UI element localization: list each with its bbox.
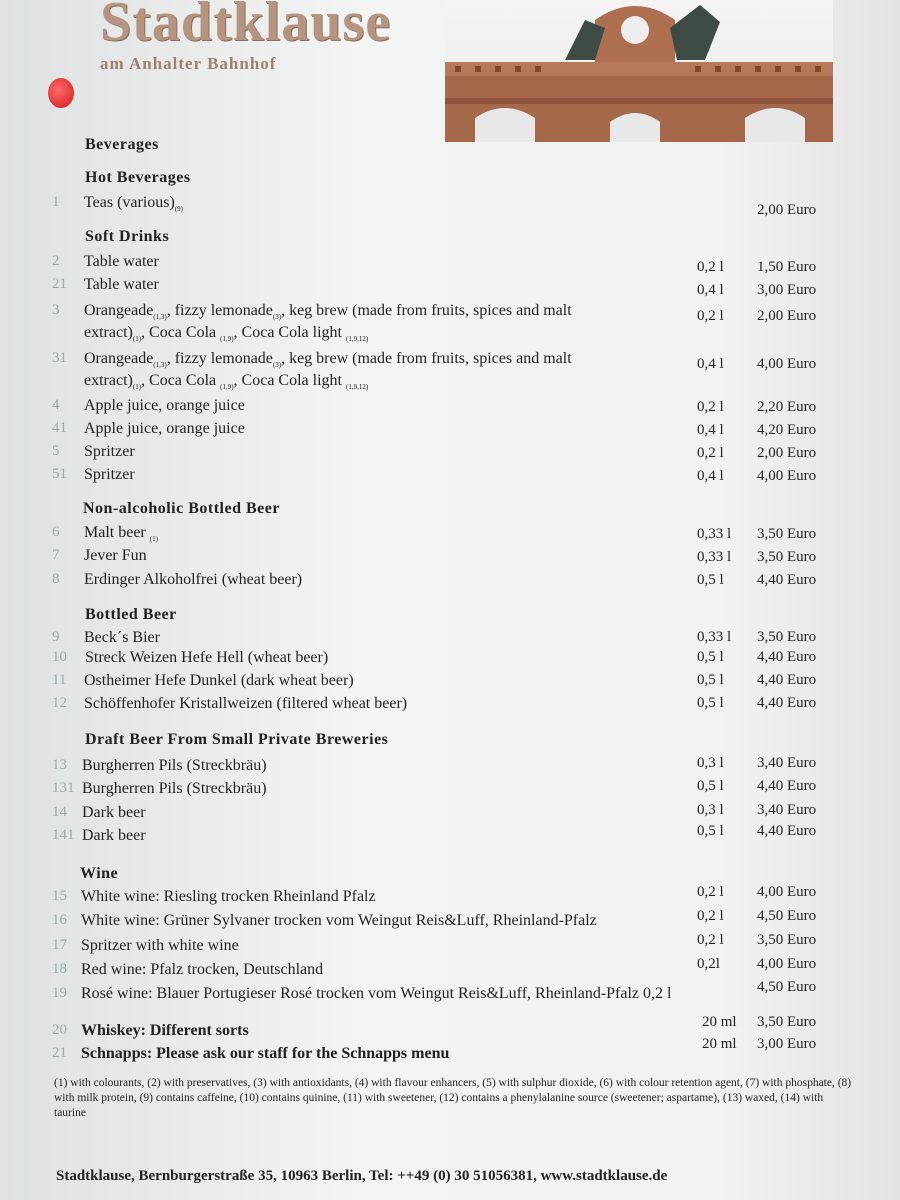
menu-item	[0, 524, 900, 548]
item-price: 4,40 Euro	[757, 672, 817, 688]
item-price: 4,00 Euro	[757, 468, 817, 484]
item-price: 3,50 Euro	[757, 1014, 817, 1030]
anhalter-bahnhof-illustration	[445, 0, 833, 142]
item-name: Table water	[84, 276, 159, 293]
item-name: White wine: Grüner Sylvaner trocken vom Weingut Reis&Luff, Rheinland-Pfalz	[81, 912, 597, 929]
item-number: 131	[52, 780, 75, 796]
item-name: Whiskey: Different sorts	[81, 1022, 249, 1039]
red-sticker	[48, 78, 74, 108]
item-price: 2,00 Euro	[757, 445, 817, 461]
item-price: 3,00 Euro	[757, 1036, 817, 1052]
menu-item	[0, 420, 900, 444]
section-non-alcoholic-beer: Non-alcoholic Bottled Beer	[83, 500, 280, 517]
item-volume: 0,4 l	[697, 422, 724, 438]
item-number: 5	[52, 443, 60, 459]
brand-title: Stadtklause	[100, 0, 392, 53]
item-name: Schnapps: Please ask our staff for the Schnapps menu	[81, 1045, 450, 1062]
item-number: 41	[52, 420, 67, 436]
item-number: 20	[52, 1022, 67, 1038]
brand-subtitle: am Anhalter Bahnhof	[100, 54, 277, 73]
item-number: 17	[52, 937, 67, 953]
item-price: 3,50 Euro	[757, 932, 817, 948]
item-volume: 0,3 l	[697, 802, 724, 818]
menu-item	[0, 397, 900, 421]
item-name: Erdinger Alkoholfrei (wheat beer)	[84, 571, 303, 588]
section-bottled-beer: Bottled Beer	[85, 606, 177, 623]
item-name: Streck Weizen Hefe Hell (wheat beer)	[85, 649, 329, 666]
item-volume: 0,2 l	[697, 308, 724, 324]
item-price: 3,50 Euro	[757, 526, 817, 542]
item-name: Beck´s Bier	[84, 629, 160, 646]
item-price: 4,00 Euro	[757, 356, 817, 372]
item-volume: 0,2 l	[697, 884, 724, 900]
item-number: 1	[52, 194, 60, 210]
item-number: 15	[52, 888, 67, 904]
item-number: 14	[52, 804, 67, 820]
menu-item	[0, 571, 900, 595]
menu-item	[0, 780, 900, 804]
item-volume: 0,2 l	[697, 908, 724, 924]
item-name: Burgherren Pils (Streckbräu)	[82, 757, 267, 774]
item-volume: 0,5 l	[697, 672, 724, 688]
item-volume: 20 ml	[702, 1014, 737, 1030]
item-number: 10	[52, 649, 67, 665]
menu-item	[0, 443, 900, 467]
item-name: Spritzer with white wine	[81, 937, 239, 954]
item-price: 4,40 Euro	[757, 572, 817, 588]
item-name: Rosé wine: Blauer Portugieser Rosé trocken vom Weingut Reis&Luff, Rheinland-Pfalz 0,2 l	[81, 985, 672, 1002]
item-name: Burgherren Pils (Streckbräu)	[82, 780, 267, 797]
item-volume: 0,33 l	[697, 549, 732, 565]
additive-footnotes: (1) with colourants, (2) with preservatives, (3) with antioxidants, (4) with flavour enhancers, (5) with sulphur dioxide, (6) with colour retention agent, (7) with phosphate, (8) with milk protein, (9) contains caffeine, (10) contains quinine, (11) with sweetener, (12) contains a phenylalanine source (sweetener; aspartame), (13) waxed, (14) with taurine	[54, 1077, 852, 1119]
menu-item	[0, 1036, 900, 1069]
item-number: 11	[52, 672, 67, 688]
brand-header	[100, 0, 391, 74]
menu-item	[0, 350, 900, 398]
menu-item	[0, 672, 900, 696]
item-number: 21	[52, 276, 67, 292]
item-number: 19	[52, 985, 67, 1001]
item-name: Red wine: Pfalz trocken, Deutschland	[81, 961, 324, 978]
item-price: 4,50 Euro	[757, 908, 817, 924]
item-volume: 0,4 l	[697, 282, 724, 298]
section-hot-beverages: Hot Beverages	[85, 169, 191, 186]
item-number: 21	[52, 1045, 67, 1061]
menu-item	[0, 302, 900, 350]
item-volume: 0,4 l	[697, 468, 724, 484]
menu-item	[0, 276, 900, 300]
menu-item	[0, 253, 900, 277]
item-name: Dark beer	[82, 827, 146, 844]
item-price: 4,40 Euro	[757, 778, 817, 794]
item-volume: 0,5 l	[697, 649, 724, 665]
item-price: 3,00 Euro	[757, 282, 817, 298]
item-number: 51	[52, 466, 67, 482]
item-price: 4,40 Euro	[757, 695, 817, 711]
item-price: 4,40 Euro	[757, 649, 817, 665]
item-name-line2: $extract)_{(1)}$, Coca Cola $_{(1,9)}$, Coca Cola light $_{(1,9,12)}$	[84, 372, 369, 392]
item-price: 4,00 Euro	[757, 884, 817, 900]
item-volume: 0,33 l	[697, 526, 732, 542]
item-name: White wine: Riesling trocken Rheinland Pfalz	[81, 888, 376, 905]
menu-item	[0, 979, 900, 1009]
menu-item	[0, 194, 900, 218]
item-volume: 0,5 l	[697, 778, 724, 794]
item-number: 13	[52, 757, 67, 773]
item-volume: 0,2 l	[697, 932, 724, 948]
item-name: Schöffenhofer Kristallweizen (filtered wheat beer)	[84, 695, 408, 712]
item-number: 4	[52, 397, 60, 413]
item-name-line2: $extract)_{(1)}$, Coca Cola $_{(1,9)}$, Coca Cola light $_{(1,9,12)}$	[84, 324, 369, 344]
item-price: 1,50 Euro	[757, 259, 817, 275]
item-volume: 0,4 l	[697, 356, 724, 372]
item-name: Dark beer	[82, 804, 146, 821]
item-price: 2,00 Euro	[757, 308, 817, 324]
item-volume: 0,33 l	[697, 629, 732, 645]
contact-footer: Stadtklause, Bernburgerstraße 35, 10963 Berlin, Tel: ++49 (0) 30 51056381, www.stadtklause.de	[56, 1168, 668, 1184]
menu-item	[0, 823, 900, 851]
item-name-line1: Orangeade$_{(1,3)}$, fizzy lemonade$_{(3)}$, keg brew (made from fruits, spices and malt	[84, 350, 572, 370]
item-volume: 20 ml	[702, 1036, 737, 1052]
item-volume: 0,2l	[697, 956, 720, 972]
item-volume: 0,5 l	[697, 823, 724, 839]
item-number: 16	[52, 912, 67, 928]
item-volume: 0,3 l	[697, 755, 724, 771]
item-price: 4,00 Euro	[757, 956, 817, 972]
item-price: 3,50 Euro	[757, 629, 817, 645]
item-price: 3,40 Euro	[757, 755, 817, 771]
item-number: 9	[52, 629, 60, 645]
item-price: 2,20 Euro	[757, 399, 817, 415]
section-wine: Wine	[80, 865, 119, 882]
item-number: 12	[52, 695, 67, 711]
item-number: 3	[52, 302, 60, 318]
item-number: 7	[52, 547, 60, 563]
item-name-line1: Orangeade$_{(1,3)}$, fizzy lemonade$_{(3)}$, keg brew (made from fruits, spices and malt	[84, 302, 572, 322]
item-name: Apple juice, orange juice	[84, 420, 245, 437]
item-number: 18	[52, 961, 67, 977]
item-name: Ostheimer Hefe Dunkel (dark wheat beer)	[84, 672, 354, 689]
item-price: 3,40 Euro	[757, 802, 817, 818]
item-volume: 0,5 l	[697, 572, 724, 588]
item-price: 4,40 Euro	[757, 823, 817, 839]
item-name: Malt beer $_{(1)}$	[84, 524, 158, 544]
item-volume: 0,5 l	[697, 695, 724, 711]
item-number: 8	[52, 571, 60, 587]
item-volume: 0,2 l	[697, 445, 724, 461]
item-number: 141	[52, 827, 75, 843]
item-volume: 0,2 l	[697, 399, 724, 415]
item-number: 2	[52, 253, 60, 269]
item-volume: 0,2 l	[639, 985, 672, 1002]
item-price: 2,00 Euro	[757, 202, 817, 218]
item-number: 6	[52, 524, 60, 540]
item-name: Teas $(various)_{(9)}$	[84, 194, 184, 214]
beverages-heading: Beverages	[85, 136, 159, 153]
item-name: Table water	[84, 253, 159, 270]
item-price: 4,20 Euro	[757, 422, 817, 438]
item-price: 4,50 Euro	[757, 979, 817, 995]
menu-item	[0, 547, 900, 571]
item-volume: 0,2 l	[697, 259, 724, 275]
item-number: 31	[52, 350, 67, 366]
menu-item	[0, 466, 900, 490]
menu-item	[0, 649, 900, 673]
section-soft-drinks: Soft Drinks	[85, 228, 170, 245]
section-draft-beer: Draft Beer From Small Private Breweries	[85, 731, 389, 748]
item-name: Apple juice, orange juice	[84, 397, 245, 414]
item-name: Jever Fun	[84, 547, 147, 564]
item-name: Spritzer	[84, 443, 135, 460]
item-price: 3,50 Euro	[757, 549, 817, 565]
menu-item	[0, 695, 900, 719]
item-name: Spritzer	[84, 466, 135, 483]
